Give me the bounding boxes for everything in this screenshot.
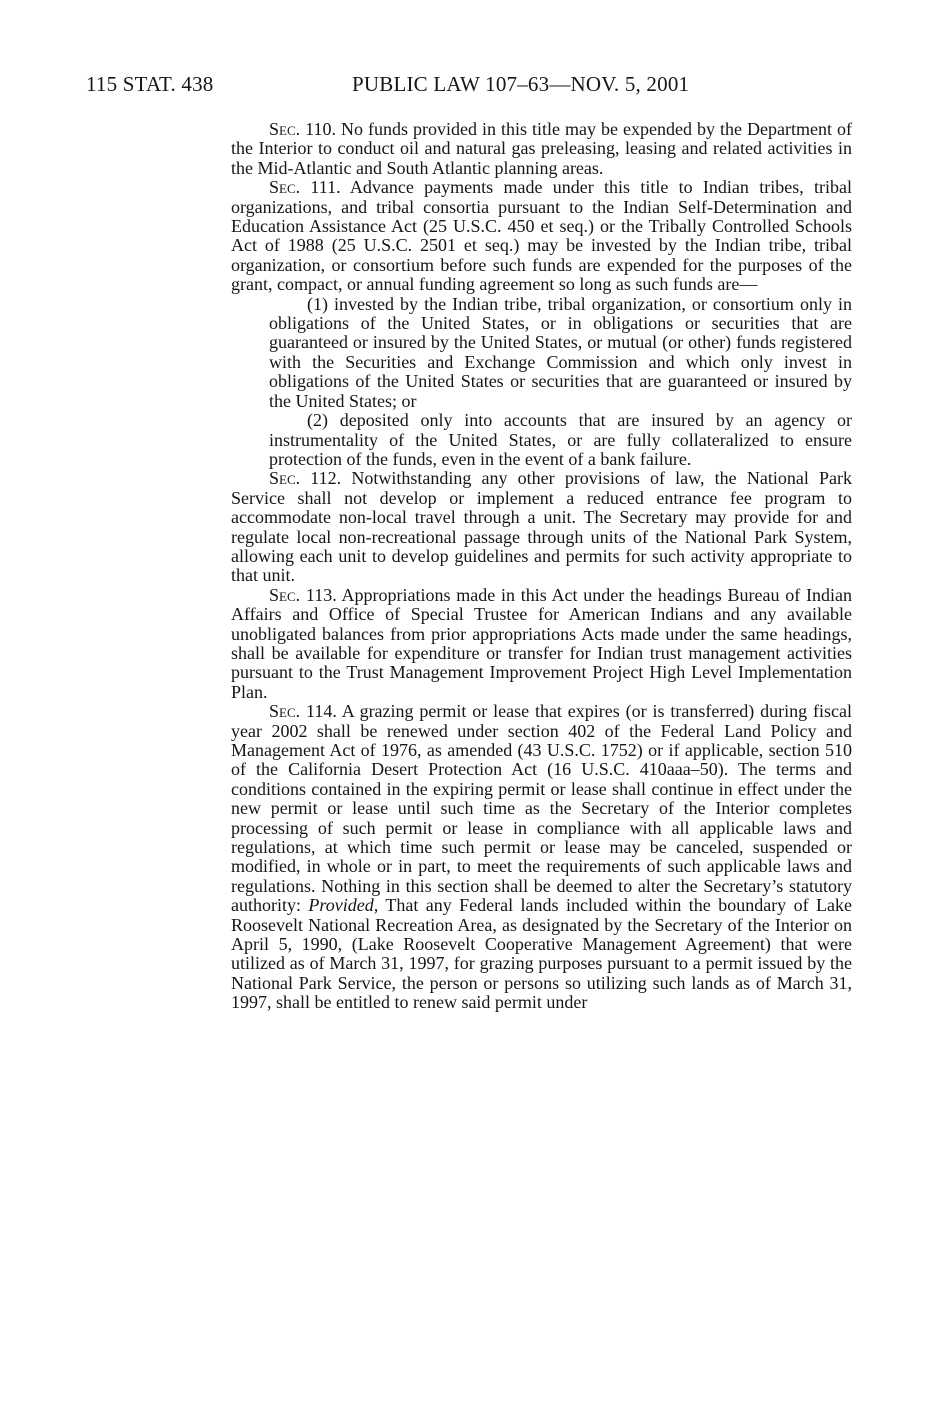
statute-page-number: 115 STAT. 438 (86, 72, 214, 96)
section-114 (231, 702, 852, 1013)
section-110 (231, 120, 852, 178)
section-text: No funds provided in this title may be expended by the Department of the Interior to conduct oil and natural gas preleasing, leasing and related activities in the Mid-Atlantic and South Atlantic planning areas. (231, 119, 852, 178)
section-label: Sec. 111. (269, 177, 341, 198)
section-text-continued: That any Federal lands included within the boundary of Lake Roosevelt National Recreation Area, as designated by the Secretary of the Interior on April 5, 1990, (Lake Roosevelt Cooperative Management Agreement) that were utilized as of March 31, 1997, for grazing purposes pursuant to a permit issued by the National Park Service, the person or persons so utilizing such lands as of March 31, 1997, shall be entitled to renew said permit under (231, 895, 852, 1013)
section-text: Notwithstanding any other provisions of law, the National Park Service shall not develop or implement a reduced entrance fee program to accommodate non-local travel through a unit. The Secretary may provide for and regulate local non-recreational passage through units of the National Park System, allowing each unit to develop guidelines and permits for such activity appropriate to that unit. (231, 468, 852, 586)
section-text: A grazing permit or lease that expires (or is transferred) during fiscal year 2002 shall be renewed under section 402 of the Federal Land Policy and Management Act of 1976, as amended (43 U.S.C. 1752) or if applicable, section 510 of the California Desert Protection Act (16 U.S.C. 410aaa–50). The terms and conditions contained in the expiring permit or lease shall continue in effect under the new permit or lease until such time as the Secretary of the Interior completes processing of such permit or lease in compliance with all applicable laws and regulations, at which time such permit or lease may be canceled, suspended or modified, in whole or in part, to meet the requirements of such applicable laws and regulations. Nothing in this section shall be deemed to alter the Secretary’s statutory authority: (231, 701, 852, 916)
public-law-title: PUBLIC LAW 107–63—NOV. 5, 2001 (352, 72, 690, 96)
section-111 (231, 178, 852, 294)
paragraph-2: (2) deposited only into accounts that are insured by an agency or instrumentality of the United States, or are fully collateralized to ensure protection of the funds, even in the event of a bank failure. (269, 410, 852, 469)
section-label: Sec. 110. (269, 119, 336, 139)
section-113 (231, 586, 852, 702)
paragraph-1: (1) invested by the Indian tribe, tribal organization, or consortium only in obligations of the United States, or in obligations or securities that are guaranteed or insured by the United States, or mutual (or other) funds registered with the Securities and Exchange Commission and which only invest in obligations of the United States or securities that are guaranteed or insured by the United States; or (269, 293, 852, 411)
running-header (86, 72, 850, 100)
section-label: Sec. 113. (269, 584, 337, 605)
section-label: Sec. 112. (269, 468, 342, 489)
section-text: Appropriations made in this Act under the headings Bureau of Indian Affairs and Office of Special Trustee for American Indians and any available unobligated balances from prior appropriations Acts made under the same headings, shall be available for expenditure or transfer for Indian trust management activities pursuant to the Trust Management Improvement Project High Level Implementation Plan. (231, 584, 852, 702)
section-text: Advance payments made under this title to Indian tribes, tribal organizations, and tribal consortia pursuant to the Indian Self-Determination and Education Assistance Act (25 U.S.C. 450 et seq.) or the Tribally Controlled Schools Act of 1988 (25 U.S.C. 2501 et seq.) may be invested by the Indian tribe, tribal organization, or consortium before such funds are expended for the purposes of the grant, compact, or annual funding agreement so long as such funds are— (231, 177, 852, 295)
proviso-term: Provided, (308, 895, 379, 916)
section-112 (231, 469, 852, 585)
document-body (231, 120, 852, 1013)
section-label: Sec. 114. (269, 701, 337, 722)
